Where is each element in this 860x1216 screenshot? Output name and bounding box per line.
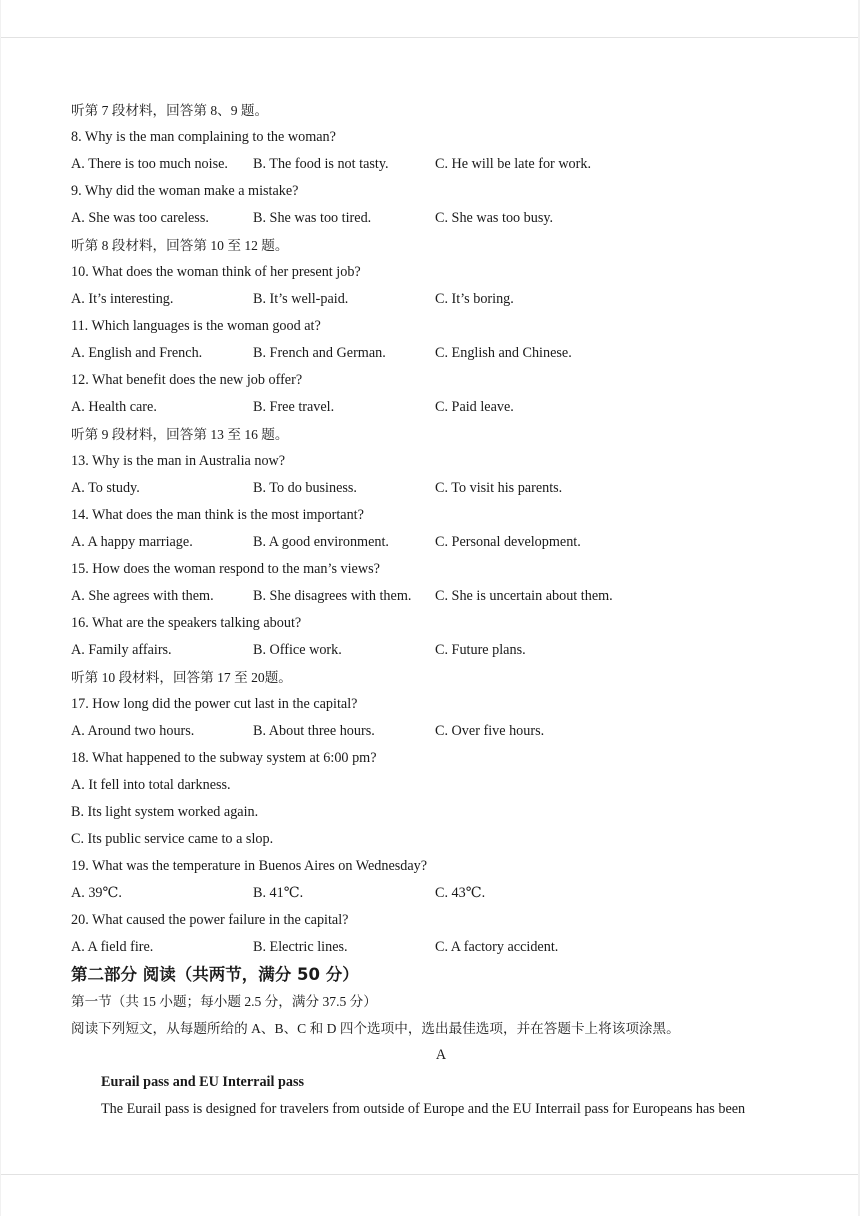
exam-content — [71, 97, 811, 1123]
option-c: C. 43℃. — [435, 885, 486, 901]
option-c: C. He will be late for work. — [435, 156, 592, 172]
question-17-options — [71, 718, 811, 745]
option-c: C. Over five hours. — [435, 723, 545, 739]
option-a: A. English and French. — [71, 345, 203, 361]
question-18: 18. What happened to the subway system at 6:00 pm? — [71, 750, 377, 766]
option-b: B. A good environment. — [253, 534, 389, 550]
passage-title: Eurail pass and EU Interrail pass — [101, 1074, 305, 1090]
part-2-heading: 第二部分 阅读（共两节，满分 50 分） — [71, 965, 359, 984]
option-a: A. Around two hours. — [71, 723, 195, 739]
option-a: A. A happy marriage. — [71, 534, 193, 550]
option-b: B. The food is not tasty. — [253, 156, 389, 172]
option-a: A. It’s interesting. — [71, 291, 174, 307]
question-17: 17. How long did the power cut last in the capital? — [71, 696, 358, 712]
question-18-option-b: B. Its light system worked again. — [71, 804, 259, 820]
question-13-options — [71, 475, 811, 502]
option-a: A. Health care. — [71, 399, 157, 415]
section-1-heading: 第一节（共 15 小题；每小题 2.5 分，满分 37.5 分） — [71, 994, 377, 1009]
option-c: C. English and Chinese. — [435, 345, 572, 361]
option-c: C. She was too busy. — [435, 210, 554, 226]
section-10-instruction: 听第 10 段材料，回答第 17 至 20题。 — [71, 670, 292, 685]
option-b: B. It’s well-paid. — [253, 291, 349, 307]
option-c: C. To visit his parents. — [435, 480, 563, 496]
passage-letter: A — [435, 1047, 447, 1063]
question-14-options — [71, 529, 811, 556]
option-b: B. Free travel. — [253, 399, 335, 415]
option-b: B. 41℃. — [253, 885, 304, 901]
question-18-option-c: C. Its public service came to a slop. — [71, 831, 274, 847]
section-8-instruction: 听第 8 段材料，回答第 10 至 12 题。 — [71, 238, 289, 253]
option-a: A. A field fire. — [71, 939, 154, 955]
question-19-options — [71, 880, 811, 907]
option-a: A. She agrees with them. — [71, 588, 214, 604]
option-b: B. She was too tired. — [253, 210, 372, 226]
question-13: 13. Why is the man in Australia now? — [71, 453, 286, 469]
passage-text: The Eurail pass is designed for travelers from outside of Europe and the EU Interrail pass for Europeans has been — [101, 1101, 746, 1117]
question-11: 11. Which languages is the woman good at? — [71, 318, 321, 334]
question-12: 12. What benefit does the new job offer? — [71, 372, 303, 388]
option-b: B. To do business. — [253, 480, 357, 496]
page-top-edge — [1, 37, 858, 38]
option-a: A. Family affairs. — [71, 642, 172, 658]
question-16: 16. What are the speakers talking about? — [71, 615, 302, 631]
option-a: A. There is too much noise. — [71, 156, 228, 172]
option-c: C. Personal development. — [435, 534, 581, 550]
question-20: 20. What caused the power failure in the capital? — [71, 912, 349, 928]
option-c: C. Paid leave. — [435, 399, 514, 415]
question-18-option-a: A. It fell into total darkness. — [71, 777, 231, 793]
option-b: B. She disagrees with them. — [253, 588, 412, 604]
option-a: A. She was too careless. — [71, 210, 209, 226]
section-9-instruction: 听第 9 段材料，回答第 13 至 16 题。 — [71, 427, 289, 442]
question-15: 15. How does the woman respond to the man’s views? — [71, 561, 380, 577]
option-a: A. 39℃. — [71, 885, 122, 901]
question-11-options — [71, 340, 811, 367]
question-16-options — [71, 637, 811, 664]
reading-instructions: 阅读下列短文，从每题所给的 A、B、C 和 D 四个选项中，选出最佳选项，并在答题卡上将该项涂黑。 — [71, 1021, 680, 1036]
option-c: C. It’s boring. — [435, 291, 514, 307]
question-8: 8. Why is the man complaining to the woman? — [71, 129, 336, 145]
question-10-options — [71, 286, 811, 313]
option-b: B. About three hours. — [253, 723, 375, 739]
question-9: 9. Why did the woman make a mistake? — [71, 183, 299, 199]
question-19: 19. What was the temperature in Buenos Aires on Wednesday? — [71, 858, 428, 874]
option-b: B. French and German. — [253, 345, 386, 361]
question-15-options — [71, 583, 811, 610]
option-c: C. Future plans. — [435, 642, 526, 658]
question-9-options — [71, 205, 811, 232]
option-b: B. Office work. — [253, 642, 342, 658]
page-bottom-edge — [1, 1174, 858, 1175]
question-14: 14. What does the man think is the most important? — [71, 507, 364, 523]
option-a: A. To study. — [71, 480, 140, 496]
question-20-options — [71, 934, 811, 961]
option-c: C. A factory accident. — [435, 939, 559, 955]
question-12-options — [71, 394, 811, 421]
question-8-options — [71, 151, 811, 178]
question-10: 10. What does the woman think of her present job? — [71, 264, 361, 280]
section-7-instruction: 听第 7 段材料，回答第 8、9 题。 — [71, 103, 269, 118]
document-page — [1, 0, 858, 1216]
option-b: B. Electric lines. — [253, 939, 348, 955]
option-c: C. She is uncertain about them. — [435, 588, 613, 604]
